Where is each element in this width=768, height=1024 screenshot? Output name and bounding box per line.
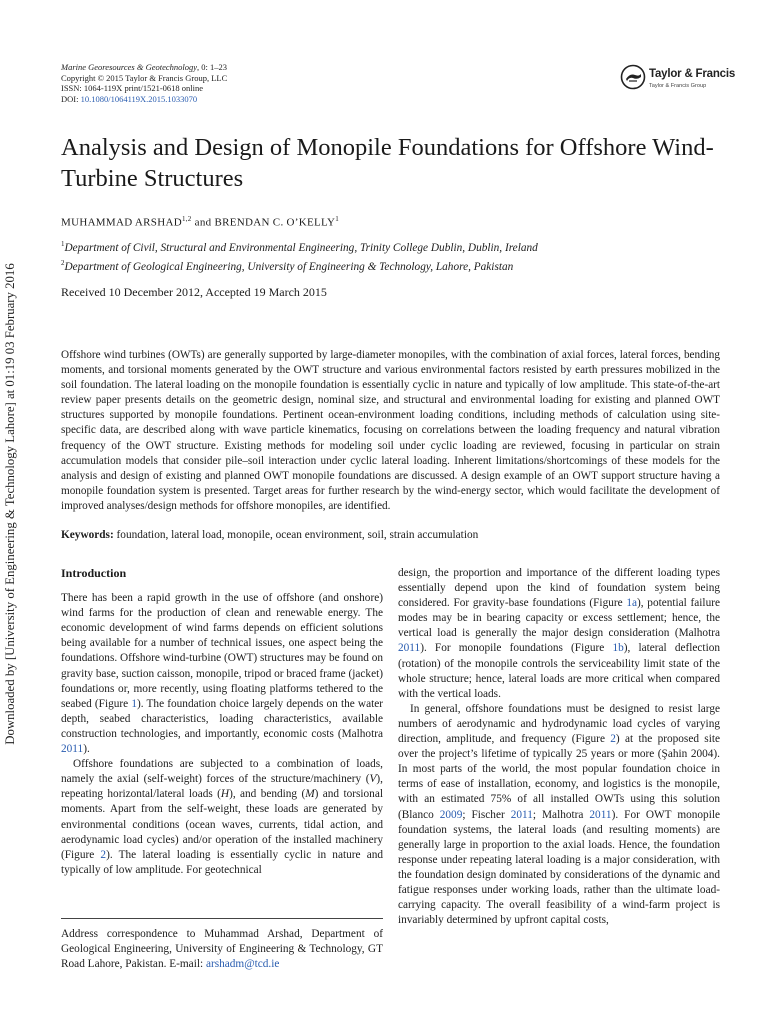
doi-label: DOI: — [61, 93, 81, 104]
malhotra-2011-link[interactable]: 2011 — [61, 743, 84, 756]
affiliation-2-number: 2 — [61, 259, 65, 268]
email-link[interactable]: arshadm@tcd.ie — [205, 958, 280, 971]
lamp-icon — [620, 64, 646, 90]
author-conjunction: and — [191, 216, 215, 229]
journal-issue: , 0: 1–23 — [197, 62, 228, 72]
figure-1a-link[interactable]: 1a — [626, 597, 638, 610]
received-dates: Received 10 December 2012, Accepted 19 March 2015 — [61, 285, 327, 299]
doi-link[interactable]: 10.1080/1064119X.2015.1033070 — [80, 93, 198, 104]
footnote-divider — [61, 918, 383, 919]
affiliations — [61, 237, 538, 276]
journal-name: Marine Georesources & Geotechnology — [61, 62, 198, 72]
article-title: Analysis and Design of Monopile Foundations for Offshore Wind-Turbine Structures — [61, 134, 714, 192]
blanco-2009-link[interactable]: 2009 — [439, 808, 463, 821]
figure-1b-link[interactable]: 1b — [612, 642, 624, 655]
figure-2-link[interactable]: 2 — [610, 733, 616, 746]
section-heading: Introduction — [61, 566, 127, 580]
author-2: BRENDAN C. O’KELLY — [214, 216, 336, 229]
affiliation-1-number: 1 — [61, 240, 65, 248]
affiliation-2-text: Department of Geological Engineering, University of Engineering & Technology, Lahore, Pakistan — [64, 261, 514, 274]
author-1: MUHAMMAD ARSHAD — [61, 216, 182, 229]
affiliation-1-text: Department of Civil, Structural and Environmental Engineering, Trinity College Dublin, Dublin, Ireland — [64, 241, 538, 254]
left-column — [61, 566, 383, 878]
intro-paragraph-4: In general, offshore foundations must be designed to resist large numbers of aerodynamic and hydrodynamic load cycles of varying direction, amplitude, and frequency (Figure 2) at the proposed site over the project’s lifetime of typically 25 years or more (Şahin 2004). In most parts of the world, the most popular foundation choice in terms of ease of installation, economy, and logistics is the monopile, with an estimated 75% of all installed OWTs using this solution (Blanco 2009; Fischer 2011; Malhotra 2011). For OWT monopile foundation systems, the lateral loads (and resulting moments) are generally large in proportion to the axial loads. Hence, the foundation response under repeating lateral loading is a major consideration, with the foundation design dominated by considerations of the dynamic and fatigue responses under working loads, rather than the ultimate load-carrying capacity. The overall feasibility of a wind-farm project is invariably determined by upfront capital costs, — [398, 702, 720, 927]
fischer-2011-link[interactable]: 2011 — [510, 808, 533, 821]
doi-line — [61, 94, 227, 105]
intro-paragraph-2: Offshore foundations are subjected to a combination of loads, namely the axial (self-weight) forces of the structure/machinery (V), repeating horizontal/lateral loads (H), and bending (M) and torsional moments. Apart from the self-weight, these loads are generated by environmental conditions (ocean waves, currents, tidal action, and aerodynamic load cycles) and/or operation of the installed machinery (Figure 2). The lateral loading is essentially cyclic in nature and typically of low amplitude. For geotechnical — [61, 758, 383, 876]
publisher-logo — [620, 64, 736, 94]
figure-2-link[interactable]: 2 — [100, 848, 107, 861]
intro-paragraph-1: There has been a rapid growth in the use of offshore (and onshore) wind farms for the production of clean and renewable energy. The economic development of wind farms depends on efficient solutions being available for a number of technical issues, one aspect being the foundations. Offshore wind-turbine (OWT) structures may be found on gravity base, suction caisson, monopile, tripod or braced frame (jacket) foundations or, more recently, using floating platforms tethered to the seabed (Figure 1). The foundation choice largely depends on the water depth, seabed characteristics, loading characteristics, available construction technologies, and importantly, economic costs (Malhotra 2011). — [61, 592, 384, 756]
abstract: Offshore wind turbines (OWTs) are generally supported by large-diameter monopiles, with the combination of axial forces, lateral forces, bending moments, and torsional moments generated by the OWT structure and various environmental factors resisted by earth pressures mobilized in the soil foundation. The lateral loading on the monopile foundation is essentially cyclic in nature and typically of low amplitude. This state-of-the-art review paper presents details on the geometric design, nominal size, and structural and environmental loading for existing and planned OWT structures supported by monopile foundations. Pertinent ocean-environment loading conditions, including methods of calculation using site-specific data, are described along with wave particle kinematics, focusing on correlations between the loading frequency and natural vibration frequency of the OWT structure. Existing methods for modeling soil under cyclic loading are reviewed, focusing in particular on strain accumulation models that consider pile–soil interaction under cyclic lateral loading. Inherent limitations/shortcomings of these models for the analysis and design of existing and planned OWT monopile foundations are discussed. A design example of an OWT support structure having a monopile foundation system is presented. Target areas for further research by the wind-energy sector, which would facilitate the development of improved analyses/design methods for offshore monopiles, are identified. — [61, 349, 720, 512]
malhotra-2011-link[interactable]: 2011 — [589, 808, 612, 821]
correspondence-note: Address correspondence to Muhammad Arshad, Department of Geological Engineering, University of Engineering & Technology, GT Road Lahore, Pakistan. E-mail: arshadm@tcd.ie — [61, 928, 383, 971]
publisher-group: Taylor & Francis Group — [649, 83, 707, 89]
journal-header — [61, 62, 227, 104]
affiliation-1 — [61, 237, 538, 256]
affiliation-2 — [61, 256, 538, 275]
download-watermark: Downloaded by [University of Engineering & Technology Lahore] at 01:19 03 February 2016 — [3, 263, 17, 745]
author-list — [61, 215, 339, 229]
keywords — [61, 529, 478, 541]
copyright-line: Copyright © 2015 Taylor & Francis Group, LLC — [61, 72, 228, 83]
issn-line: ISSN: 1064-119X print/1521-0618 online — [61, 83, 204, 94]
figure-1-link[interactable]: 1 — [131, 697, 137, 710]
journal-citation — [61, 62, 227, 73]
malhotra-2011-link[interactable]: 2011 — [398, 642, 421, 655]
author-2-affiliation: 1 — [335, 215, 340, 223]
author-1-affiliation: 1,2 — [181, 215, 192, 223]
publisher-name: Taylor & Francis — [649, 68, 736, 80]
right-column — [398, 566, 720, 928]
intro-paragraph-3: design, the proportion and importance of the different loading types essentially depend upon the kind of foundation system being considered. For gravity-base foundations (Figure 1a), potential failure modes may be in bearing capacity or excess settlement; hence, the vertical load is generally the major design consideration (Malhotra 2011). For monopile foundations (Figure 1b), lateral deflection (rotation) of the monopile controls the serviceability limit state of the whole structure; hence, lateral loads are more critical when compared with the vertical loads. — [398, 567, 721, 700]
keywords-label: Keywords: — [61, 529, 114, 541]
keywords-list: foundation, lateral load, monopile, ocean environment, soil, strain accumulation — [116, 529, 479, 541]
